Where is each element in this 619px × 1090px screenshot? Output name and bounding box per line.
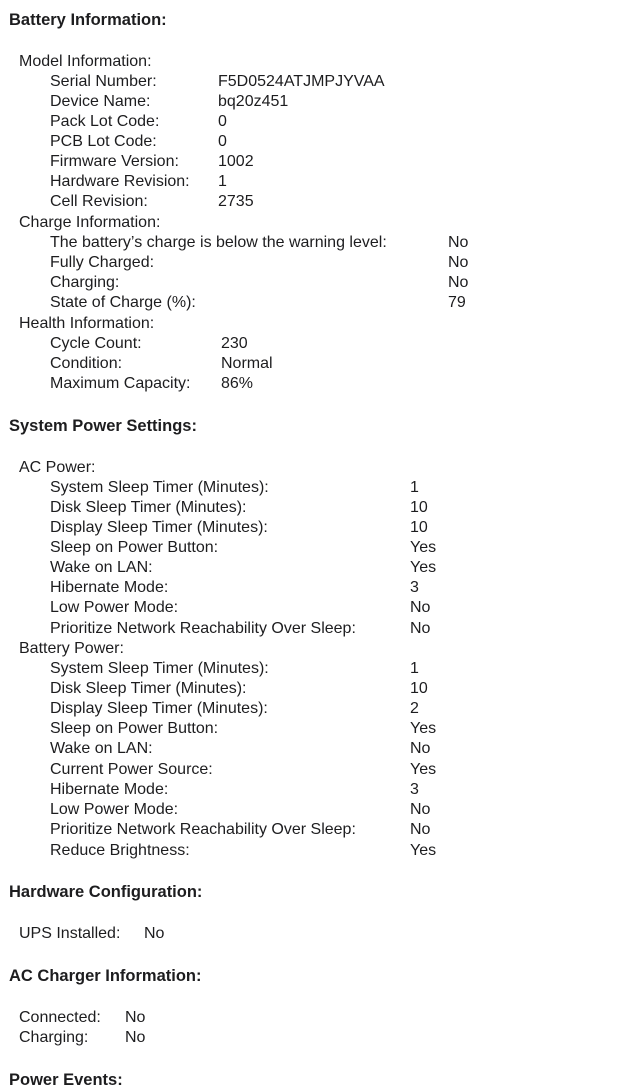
bat-display-sleep-key: Display Sleep Timer (Minutes): — [50, 700, 268, 717]
fully-charged-key: Fully Charged: — [50, 254, 155, 271]
bat-display-sleep-value: 2 — [410, 700, 419, 717]
bat-disk-sleep-value: 10 — [410, 680, 428, 697]
ac-sleep-power-button-key: Sleep on Power Button: — [50, 539, 219, 556]
model-information-label: Model Information: — [19, 53, 152, 70]
health-information-label: Health Information: — [19, 315, 155, 332]
bat-low-power-mode-value: No — [410, 801, 431, 818]
charge-warning-key: The battery’s charge is below the warning level: — [50, 234, 387, 251]
bat-hibernate-mode-value: 3 — [410, 781, 419, 798]
hardware-revision-value: 1 — [218, 173, 227, 190]
bat-system-sleep-value: 1 — [410, 660, 419, 677]
device-name-key: Device Name: — [50, 93, 151, 110]
ac-hibernate-mode-value: 3 — [410, 579, 419, 596]
charge-warning-value: No — [448, 234, 469, 251]
bat-prioritize-network-value: No — [410, 821, 431, 838]
maximum-capacity-value: 86% — [221, 375, 254, 392]
condition-key: Condition: — [50, 355, 123, 372]
cell-revision-value: 2735 — [218, 193, 254, 210]
system-power-settings-heading: System Power Settings: — [9, 417, 197, 435]
ups-installed-key: UPS Installed: — [19, 925, 121, 942]
charger-charging-value: No — [125, 1029, 146, 1046]
charger-connected-key: Connected: — [19, 1009, 101, 1026]
bat-sleep-power-button-key: Sleep on Power Button: — [50, 720, 219, 737]
bat-wake-on-lan-key: Wake on LAN: — [50, 740, 153, 757]
ac-system-sleep-key: System Sleep Timer (Minutes): — [50, 479, 269, 496]
firmware-version-key: Firmware Version: — [50, 153, 179, 170]
serial-number-key: Serial Number: — [50, 73, 157, 90]
firmware-version-value: 1002 — [218, 153, 254, 170]
charging-key: Charging: — [50, 274, 120, 291]
device-name-value: bq20z451 — [218, 93, 289, 110]
bat-current-power-source-value: Yes — [410, 761, 437, 778]
ac-disk-sleep-key: Disk Sleep Timer (Minutes): — [50, 499, 247, 516]
pack-lot-code-key: Pack Lot Code: — [50, 113, 160, 130]
hardware-configuration-heading: Hardware Configuration: — [9, 883, 203, 901]
ac-prioritize-network-key: Prioritize Network Reachability Over Sleep: — [50, 620, 356, 637]
pcb-lot-code-key: PCB Lot Code: — [50, 133, 157, 150]
condition-value: Normal — [221, 355, 273, 372]
ac-power-label: AC Power: — [19, 459, 96, 476]
charger-charging-key: Charging: — [19, 1029, 89, 1046]
serial-number-value: F5D0524ATJMPJYVAA — [218, 73, 385, 90]
charge-information-label: Charge Information: — [19, 214, 161, 231]
bat-sleep-power-button-value: Yes — [410, 720, 437, 737]
charging-value: No — [448, 274, 469, 291]
ac-wake-on-lan-value: Yes — [410, 559, 437, 576]
ups-installed-value: No — [144, 925, 165, 942]
maximum-capacity-key: Maximum Capacity: — [50, 375, 191, 392]
bat-current-power-source-key: Current Power Source: — [50, 761, 213, 778]
ac-charger-information-heading: AC Charger Information: — [9, 967, 202, 985]
hardware-revision-key: Hardware Revision: — [50, 173, 190, 190]
bat-disk-sleep-key: Disk Sleep Timer (Minutes): — [50, 680, 247, 697]
ac-disk-sleep-value: 10 — [410, 499, 428, 516]
bat-reduce-brightness-value: Yes — [410, 842, 437, 859]
cell-revision-key: Cell Revision: — [50, 193, 148, 210]
ac-display-sleep-value: 10 — [410, 519, 428, 536]
ac-sleep-power-button-value: Yes — [410, 539, 437, 556]
cycle-count-value: 230 — [221, 335, 248, 352]
pack-lot-code-value: 0 — [218, 113, 227, 130]
ac-system-sleep-value: 1 — [410, 479, 419, 496]
power-events-heading: Power Events: — [9, 1071, 123, 1089]
fully-charged-value: No — [448, 254, 469, 271]
battery-power-label: Battery Power: — [19, 640, 124, 657]
ac-low-power-mode-key: Low Power Mode: — [50, 599, 179, 616]
bat-reduce-brightness-key: Reduce Brightness: — [50, 842, 190, 859]
ac-wake-on-lan-key: Wake on LAN: — [50, 559, 153, 576]
bat-low-power-mode-key: Low Power Mode: — [50, 801, 179, 818]
ac-display-sleep-key: Display Sleep Timer (Minutes): — [50, 519, 268, 536]
ac-prioritize-network-value: No — [410, 620, 431, 637]
battery-information-heading: Battery Information: — [9, 11, 167, 29]
bat-wake-on-lan-value: No — [410, 740, 431, 757]
cycle-count-key: Cycle Count: — [50, 335, 142, 352]
ac-low-power-mode-value: No — [410, 599, 431, 616]
ac-hibernate-mode-key: Hibernate Mode: — [50, 579, 169, 596]
pcb-lot-code-value: 0 — [218, 133, 227, 150]
bat-prioritize-network-key: Prioritize Network Reachability Over Sleep: — [50, 821, 356, 838]
bat-hibernate-mode-key: Hibernate Mode: — [50, 781, 169, 798]
state-of-charge-key: State of Charge (%): — [50, 294, 196, 311]
bat-system-sleep-key: System Sleep Timer (Minutes): — [50, 660, 269, 677]
charger-connected-value: No — [125, 1009, 146, 1026]
state-of-charge-value: 79 — [448, 294, 466, 311]
